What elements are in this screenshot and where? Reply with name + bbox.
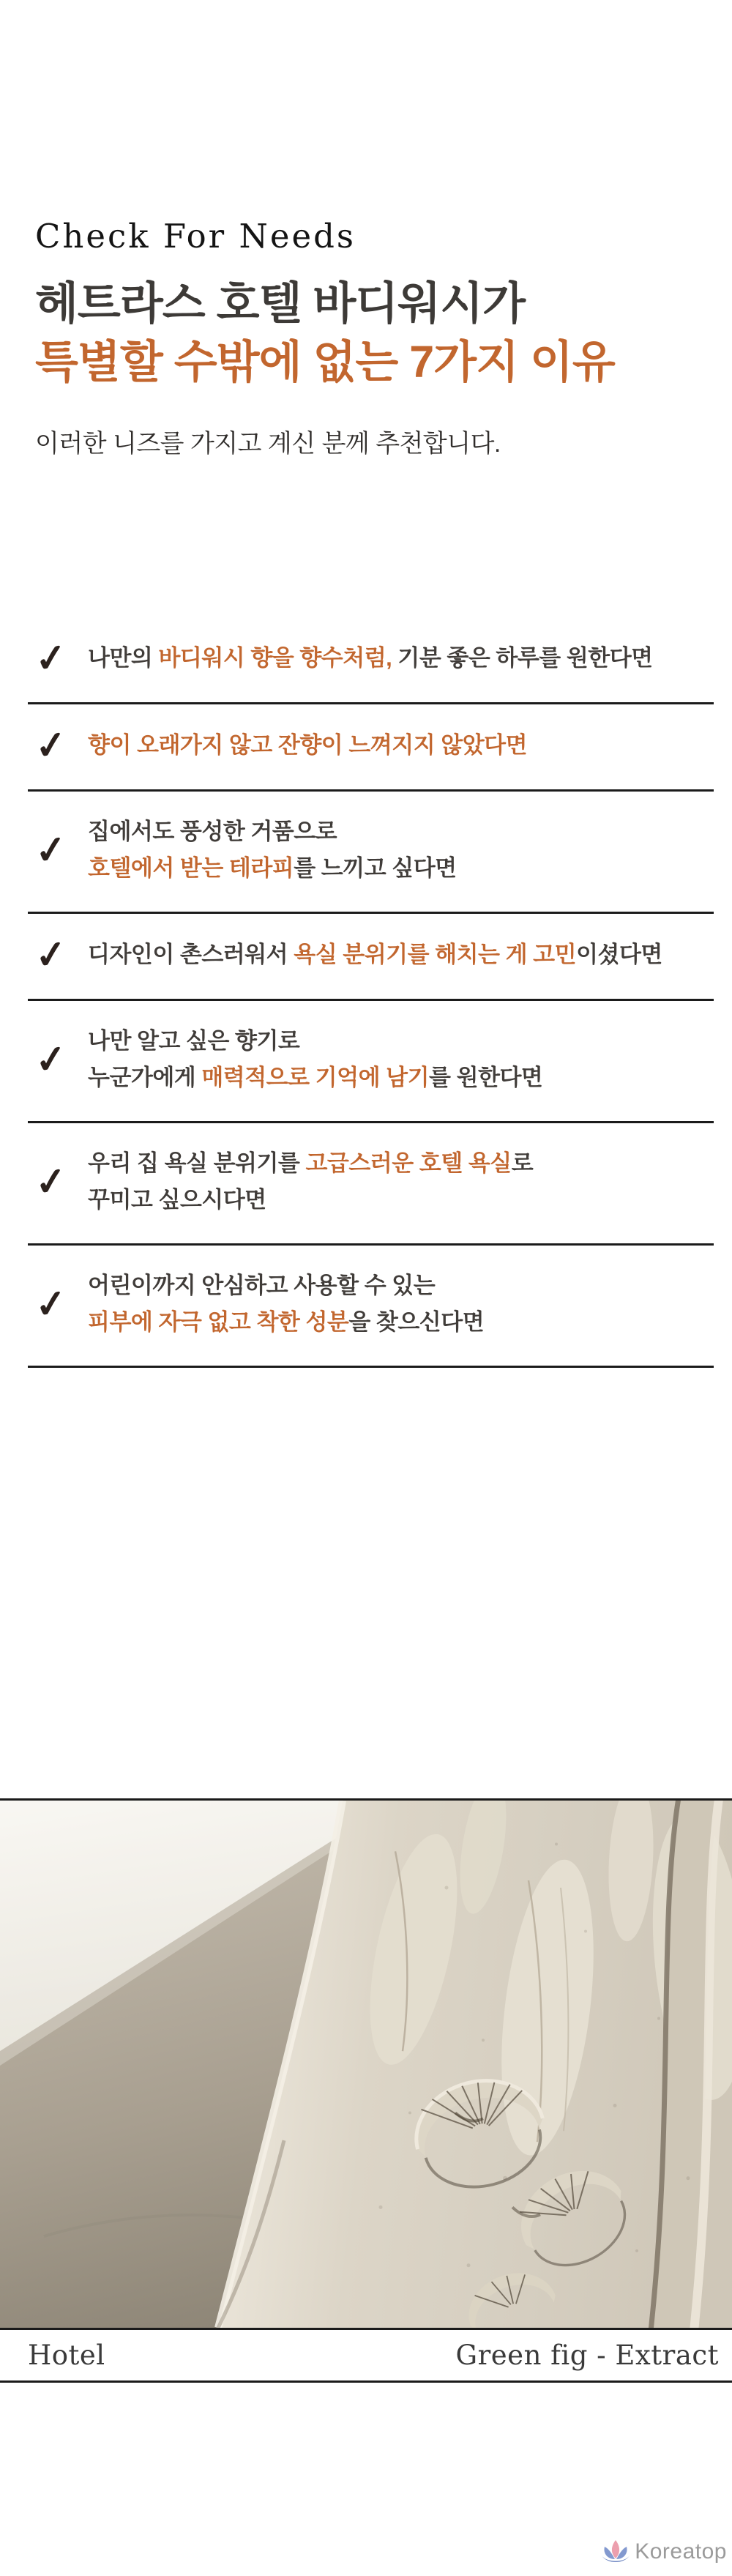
page-subtitle: 이러한 니즈를 가지고 계신 분께 추천합니다. — [35, 429, 501, 458]
page-title-line1: 헤트라스 호텔 바디워시가 — [35, 278, 526, 328]
checkmark-icon: ✓ — [33, 931, 70, 978]
page-title — [35, 274, 714, 391]
checklist-item-text: 향이 오래가지 않고 잔향이 느껴지지 않았다면 — [88, 732, 528, 758]
fig-relief-illustration — [0, 1801, 732, 2328]
checklist-item — [28, 617, 714, 704]
checklist-item-text: 나만의 바디워시 향을 향수처럼, 기분 좋은 하루를 원한다면 — [88, 644, 653, 671]
checklist-item — [28, 704, 714, 792]
checklist-item-text: 디자인이 촌스러워서 욕실 분위기를 해치는 게 고민이셨다면 — [88, 941, 662, 967]
photo-section — [0, 1798, 732, 2383]
needs-checklist — [28, 617, 714, 1368]
eyebrow-label: Check For Needs — [35, 217, 356, 256]
checklist-item-text: 나만 알고 싶은 향기로 누군가에게 매력적으로 기억에 남기를 원한다면 — [88, 1027, 543, 1090]
checkmark-icon: ✓ — [33, 1158, 70, 1205]
bottom-rule — [0, 2380, 732, 2383]
caption-green-fig-extract: Green fig - Extract — [455, 2339, 719, 2371]
checkmark-icon: ✓ — [33, 827, 70, 874]
checklist-item-text: 어린이까지 안심하고 사용할 수 있는 피부에 자극 없고 착한 성분을 찾으신다면 — [88, 1272, 485, 1335]
checkmark-icon: ✓ — [33, 1281, 70, 1328]
checklist-item-text: 집에서도 풍성한 거품으로 호텔에서 받는 테라피를 느끼고 싶다면 — [88, 818, 457, 881]
checklist-item-text: 우리 집 욕실 분위기를 고급스러운 호텔 욕실로 꾸미고 싶으시다면 — [88, 1150, 534, 1213]
watermark-label: Koreatop — [635, 2539, 727, 2564]
photo-caption-band — [0, 2330, 732, 2380]
checklist-item — [28, 792, 714, 914]
fig-relief-photo — [0, 1798, 732, 2330]
checkmark-icon: ✓ — [33, 635, 70, 682]
caption-hotel: Hotel — [28, 2339, 105, 2371]
checkmark-icon: ✓ — [33, 1036, 70, 1083]
intro-section — [0, 218, 732, 459]
page-title-line2: 특별할 수밖에 없는 7가지 이유 — [35, 336, 615, 387]
lotus-icon — [601, 2539, 630, 2564]
koreatop-watermark — [601, 2539, 727, 2564]
checkmark-icon: ✓ — [33, 722, 70, 769]
checklist-item — [28, 1246, 714, 1368]
checklist-item — [28, 914, 714, 1001]
checklist-item — [28, 1123, 714, 1246]
checklist-item — [28, 1001, 714, 1123]
